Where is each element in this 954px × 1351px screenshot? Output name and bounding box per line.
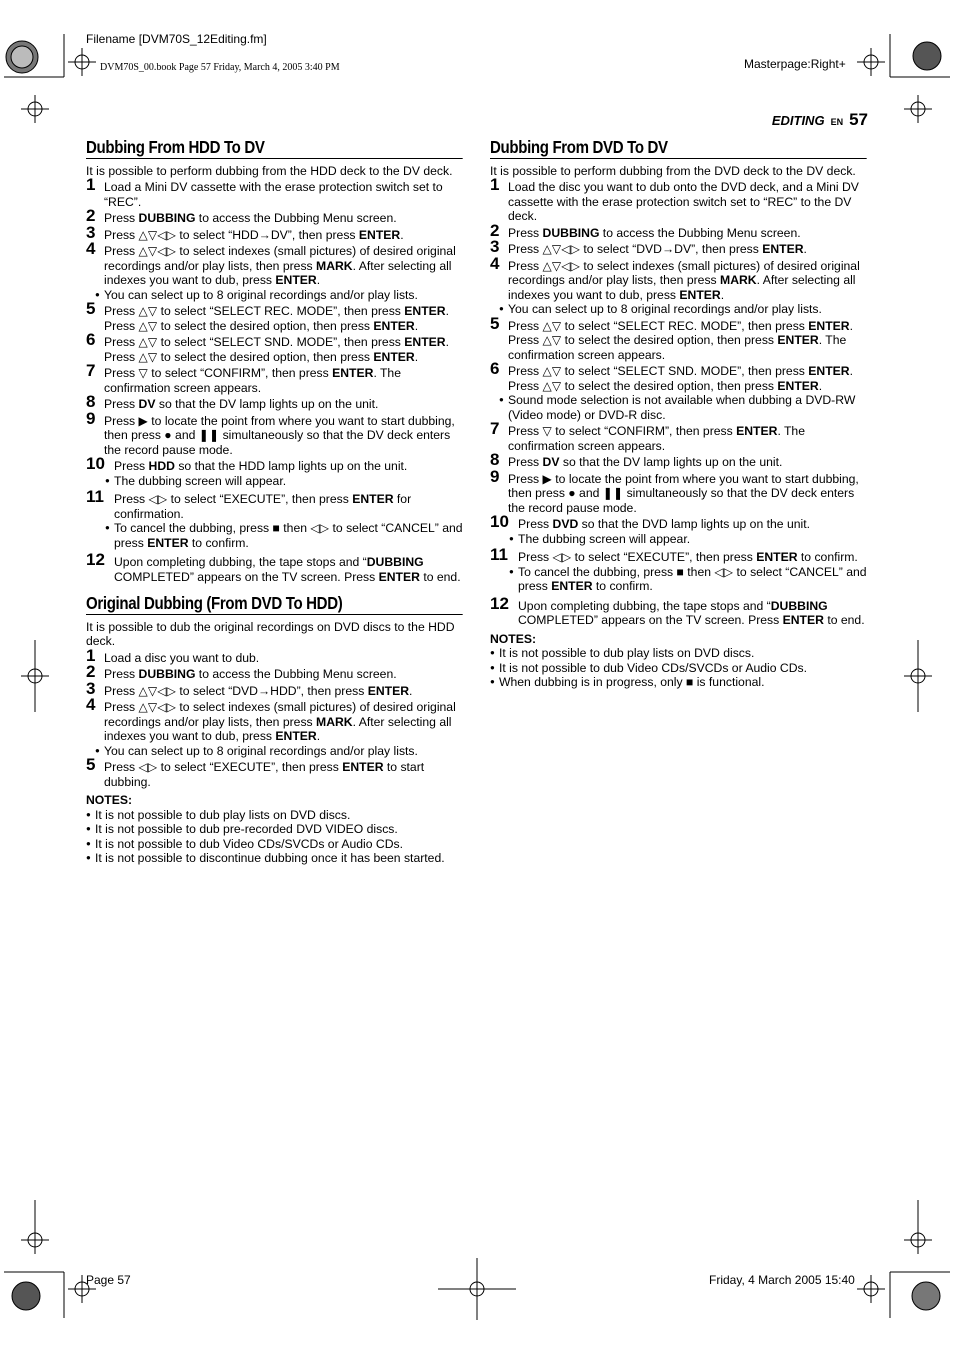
section-title: Original Dubbing (From DVD To HDD) [86,596,463,615]
step: 8 Press DV so that the DV lamp lights up on the unit. [86,392,379,411]
step: 12 Upon completing dubbing, the tape stops and “DUBBING COMPLETED” appears on the TV screen. Press ENTER to end. [86,550,461,584]
step: 5 Press △▽ to select “SELECT REC. MODE”, then press ENTER. Press △▽ to select the desired option, then press ENTER. [86,299,449,333]
step: 2 Press DUBBING to access the Dubbing Menu screen. [86,206,397,225]
section-title: Dubbing From DVD To DV [490,140,867,159]
note-item: ● It is not possible to dub play lists on DVD discs. [86,808,464,823]
step: 3 Press △▽◁▷ to select “HDD→DV”, then press ENTER. [86,222,404,242]
filename-label: Filename [DVM70S_12Editing.fm] [86,32,267,46]
bullet-note: ● You can select up to 8 original recordings and/or play lists. [86,744,464,759]
step: 5 Press △▽ to select “SELECT REC. MODE”, then press ENTER. Press △▽ to select the desired option, then press ENTER. The confirmation screen appears. [490,313,853,362]
footer-date-label: Friday, 4 March 2005 15:40 [709,1273,855,1287]
step: 1 Load a Mini DV cassette with the erase protection switch set to “REC”. [86,175,443,209]
bullet-note: ● Sound mode selection is not available when dubbing a DVD-RW (Video mode) or DVD-R disc. [490,393,868,422]
step: 8 Press DV so that the DV lamp lights up on the unit. [490,450,783,469]
masterpage-label: Masterpage:Right+ [744,57,846,71]
page-number: 57 [849,110,868,129]
bullet-note: ● You can select up to 8 original recordings and/or play lists. [490,302,868,317]
book-info-line: DVM70S_00.book Page 57 Friday, March 4, 2005 3:40 PM [100,62,340,73]
step: 4 Press △▽◁▷ to select indexes (small pictures) of desired original recordings and/or play lists, then press MARK. After selecting all indexes you want to dub, press ENTER. [490,253,860,302]
step: 11 Press ◁▷ to select “EXECUTE”, then press ENTER to confirm. [490,545,858,564]
step: 1 Load a disc you want to dub. [86,645,260,665]
right-column [490,137,868,690]
note-item: ● It is not possible to dub play lists on DVD discs. [490,646,868,661]
footer-page-label: Page 57 [86,1273,131,1287]
step: 10 Press DVD so that the DVD lamp lights up on the unit. [490,512,810,531]
notes-heading: NOTES: [490,631,537,646]
section-label: EDITING [771,113,825,128]
step: 9 Press ▶ to locate the point from where you want to start dubbing, then press ● and ❚❚ simultaneously so that the DV deck enters the record pause mode. [86,408,455,457]
step: 3 Press △▽◁▷ to select “DVD→HDD”, then press ENTER. [86,678,413,698]
section-intro: It is possible to perform dubbing from the HDD deck to the DV deck. [86,163,453,178]
left-column [86,137,464,866]
step: 7 Press ▽ to select “CONFIRM”, then press ENTER. The confirmation screen appears. [86,361,401,395]
bullet-note: ● The dubbing screen will appear. [490,532,868,547]
section-intro: It is possible to perform dubbing from the DVD deck to the DV deck. [490,163,856,178]
step: 2 Press DUBBING to access the Dubbing Menu screen. [490,220,801,240]
bullet-note: ● You can select up to 8 original recordings and/or play lists. [86,288,464,303]
section-title: Dubbing From HDD To DV [86,140,463,159]
bullet-note: ● To cancel the dubbing, press ■ then ◁▷ to select “CANCEL” and press ENTER to confirm. [86,521,464,550]
step: 9 Press ▶ to locate the point from where you want to start dubbing, then press ● and ❚❚ simultaneously so that the DV deck enters the record pause mode. [490,466,859,515]
step: 12 Upon completing dubbing, the tape stops and “DUBBING COMPLETED” appears on the TV screen. Press ENTER to end. [490,593,865,627]
step: 3 Press △▽◁▷ to select “DVD→DV”, then press ENTER. [490,237,807,256]
step: 2 Press DUBBING to access the Dubbing Menu screen. [86,662,397,681]
bullet-note: ● To cancel the dubbing, press ■ then ◁▷ to select “CANCEL” and press ENTER to confirm. [490,565,868,594]
step: 10 Press HDD so that the HDD lamp lights up on the unit. [86,454,408,473]
bullet-note: ● The dubbing screen will appear. [86,474,464,489]
step: 1 Load the disc you want to dub onto the DVD deck, and a Mini DV cassette with the erase protection switch set to “REC” to the DV deck. [490,175,859,223]
note-item: ● It is not possible to discontinue dubbing once it has been started. [86,851,464,866]
step: 4 Press △▽◁▷ to select indexes (small pictures) of desired original recordings and/or play lists, then press MARK. After selecting all indexes you want to dub, press ENTER. [86,695,456,743]
language-label: EN [830,117,844,127]
note-item: ● It is not possible to dub Video CDs/SVCDs or Audio CDs. [490,661,868,676]
step: 11 Press ◁▷ to select “EXECUTE”, then press ENTER for confirmation. [86,487,412,521]
note-item: ● It is not possible to dub pre-recorded DVD VIDEO discs. [86,822,464,837]
step: 5 Press ◁▷ to select “EXECUTE”, then press ENTER to start dubbing. [86,755,425,789]
note-item: ● When dubbing is in progress, only ■ is functional. [490,675,868,690]
running-header [772,110,868,130]
step: 7 Press ▽ to select “CONFIRM”, then press ENTER. The confirmation screen appears. [490,419,805,453]
note-item: ● It is not possible to dub Video CDs/SVCDs or Audio CDs. [86,837,464,852]
notes-heading: NOTES: [86,793,133,807]
step: 6 Press △▽ to select “SELECT SND. MODE”, then press ENTER. Press △▽ to select the desired option, then press ENTER. [86,330,449,364]
step: 6 Press △▽ to select “SELECT SND. MODE”, then press ENTER. Press △▽ to select the desired option, then press ENTER. [490,359,853,393]
section-intro: It is possible to dub the original recordings on DVD discs to the HDD deck. [86,619,455,648]
step: 4 Press △▽◁▷ to select indexes (small pictures) of desired original recordings and/or play lists, then press MARK. After selecting all indexes you want to dub, press ENTER. [86,239,456,287]
